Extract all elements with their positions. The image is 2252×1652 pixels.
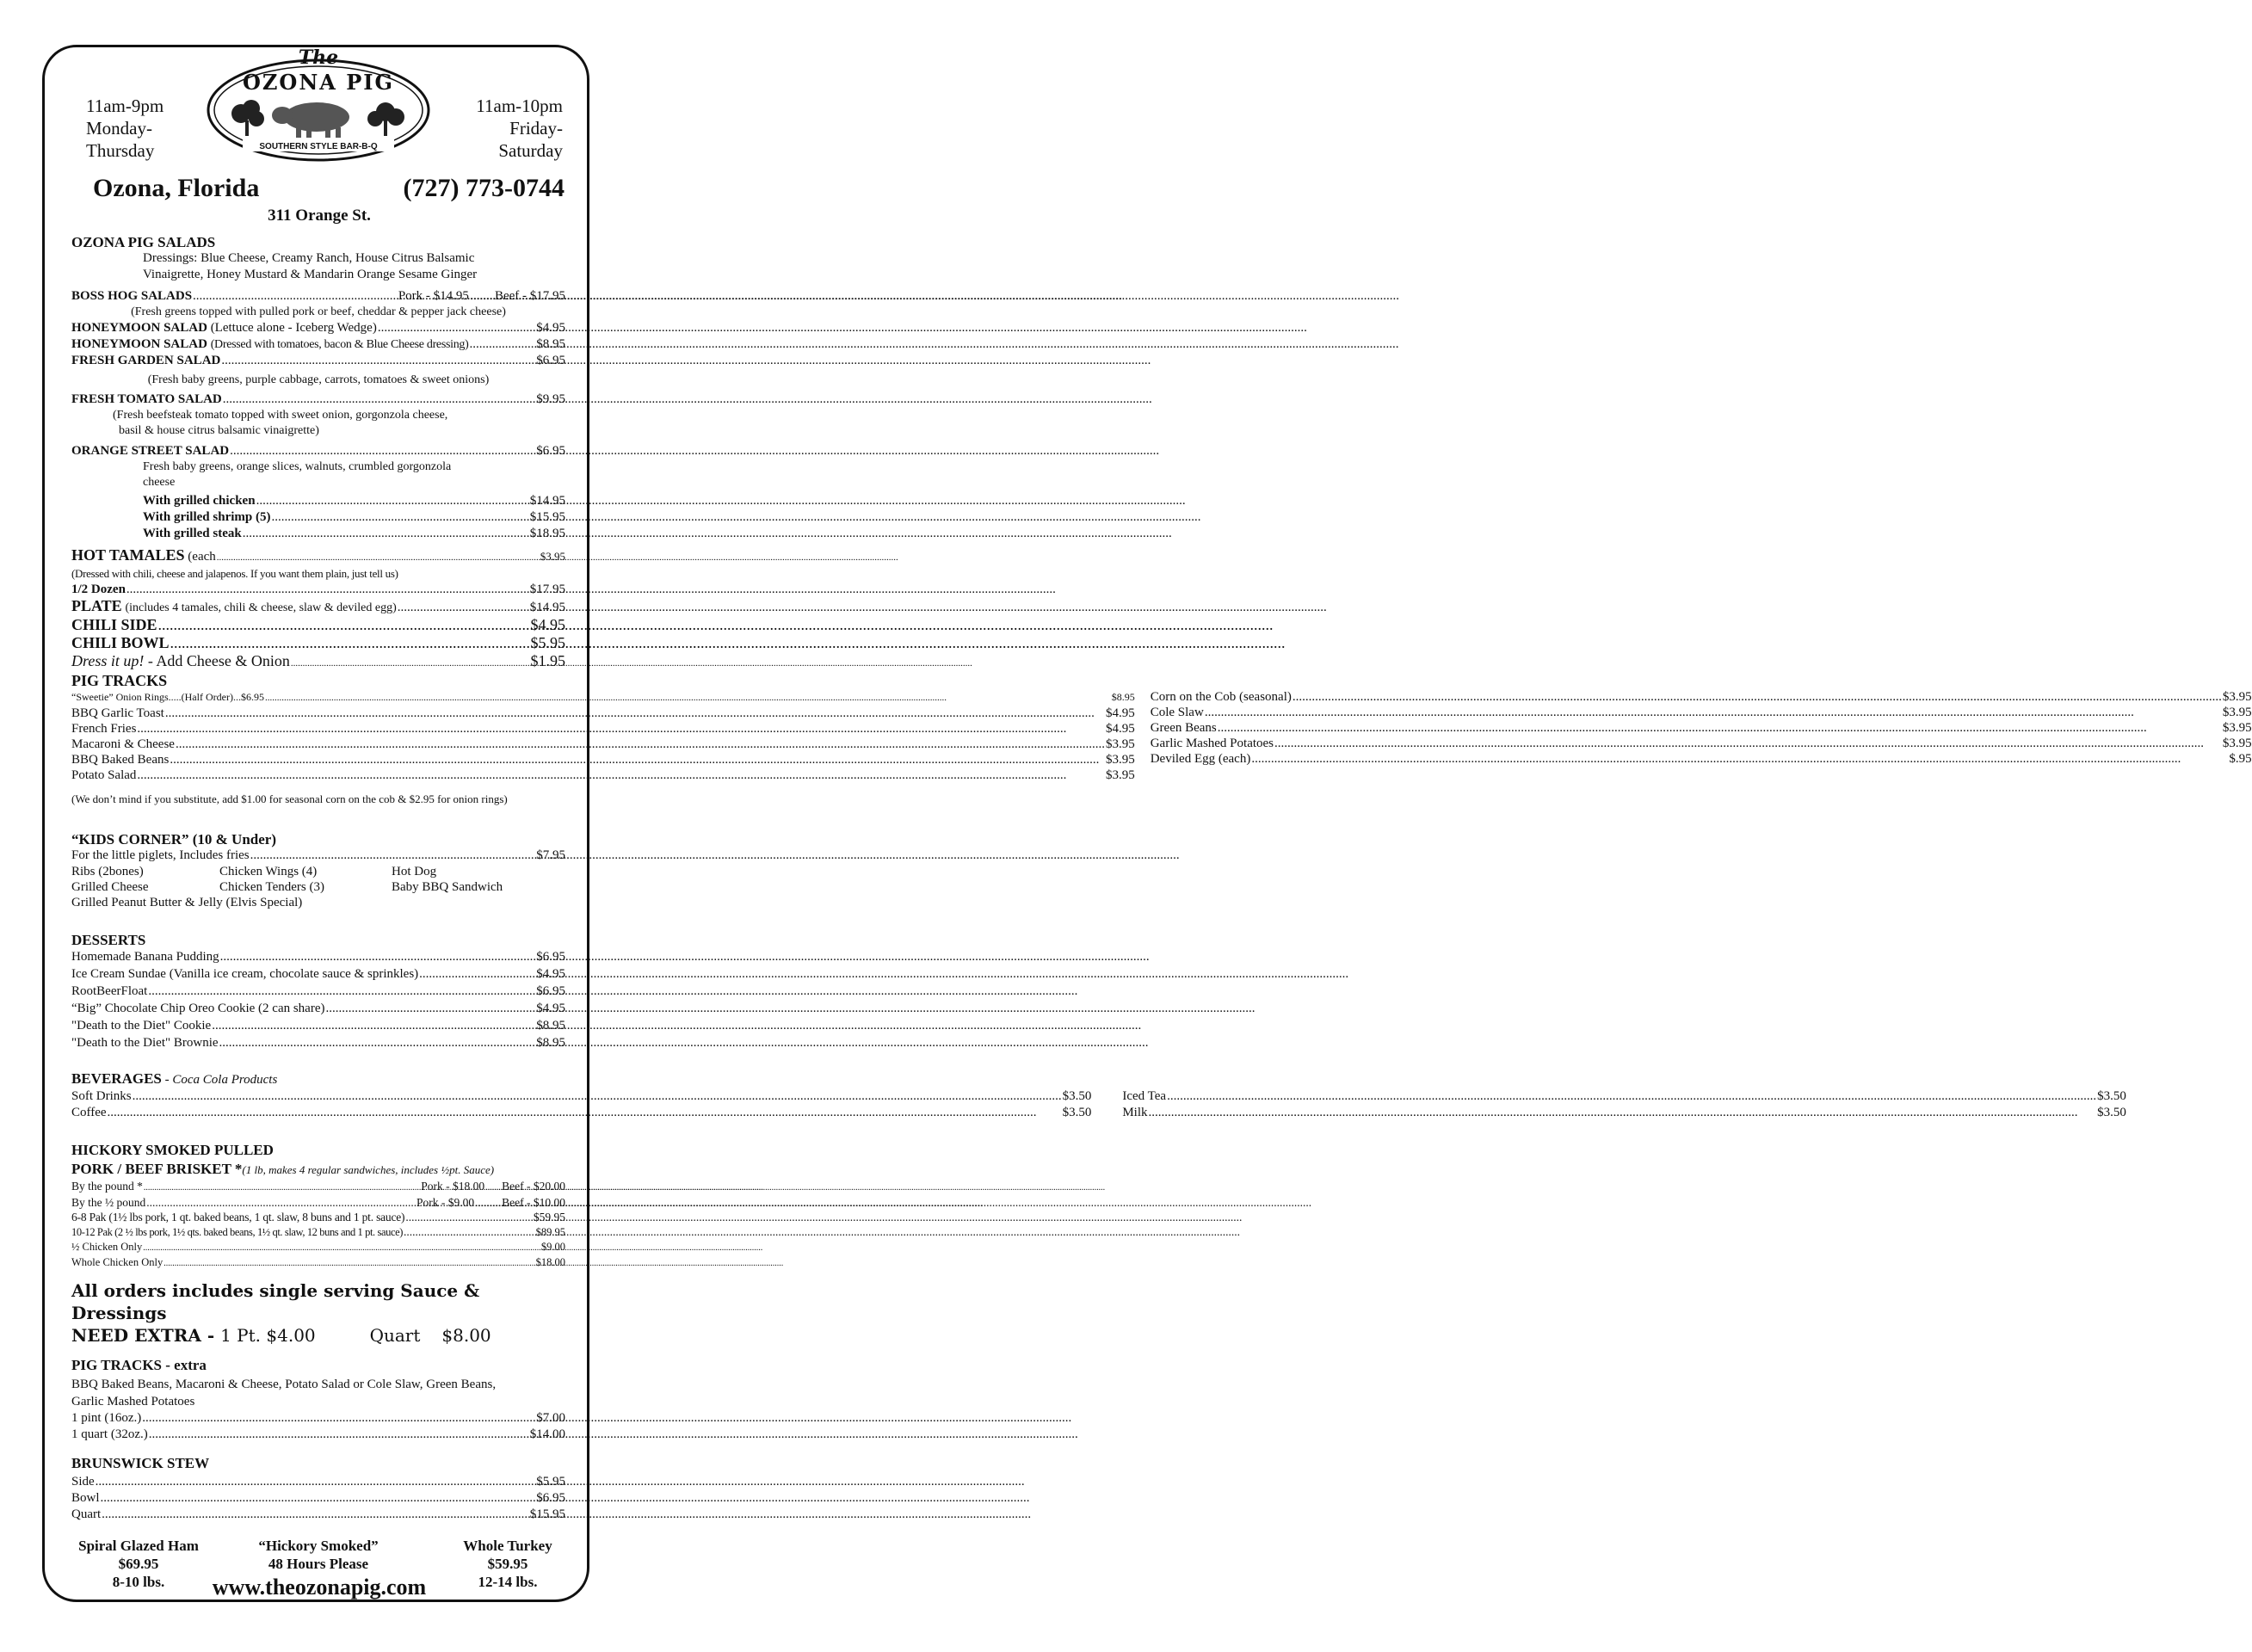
hours-weekday-from: Monday- (86, 118, 152, 139)
salad-dressings (71, 250, 565, 283)
dessert-price: $6.95 (536, 984, 565, 998)
smoked-item-whole-chicken (71, 1255, 565, 1271)
side-name: Deviled Egg (each) (1150, 752, 1251, 766)
item-description: (Dressed with tomatoes, bacon & Blue Cheese dressing) (210, 338, 469, 351)
section-title-tamales: HOT TAMALES (71, 546, 185, 564)
quart-label: Quart (369, 1325, 421, 1346)
beverage-name: Coffee (71, 1106, 107, 1119)
menu-item-honeymoon-dressed (71, 336, 565, 353)
side-price: $.95 (2229, 752, 2252, 766)
section-title-desserts: DESSERTS (71, 932, 146, 948)
item-name: Whole Chicken Only (71, 1256, 164, 1268)
stew-item (71, 1474, 565, 1490)
dessert-item (71, 1017, 565, 1034)
menu-item-dress-it-up (71, 652, 565, 673)
item-name: 6-8 Pak (1½ lbs pork, 1 qt. baked beans, 1 qt. slaw, 8 buns and 1 pt. sauce) (71, 1211, 405, 1224)
side-item (71, 752, 1135, 767)
addon-chicken (143, 493, 565, 509)
beverage-item (1122, 1088, 2126, 1105)
addon-name: With grilled shrimp (5) (143, 510, 271, 524)
dessert-item (71, 965, 565, 983)
side-name: BBQ Baked Beans (71, 753, 170, 767)
addon-shrimp (143, 509, 565, 526)
item-name: Quart (71, 1507, 102, 1521)
item-description: basil & house citrus balsamic vinaigrette) (119, 424, 319, 437)
item-price: $7.00 (536, 1411, 565, 1425)
menu-item-chili-bowl (71, 634, 565, 652)
hours-weekend (476, 95, 563, 162)
beverage-price: $3.50 (2097, 1089, 2126, 1103)
item-name: Side (71, 1475, 95, 1489)
menu-item-boss-hog (71, 288, 565, 305)
dessert-name: "Death to the Diet" Cookie (71, 1019, 212, 1032)
tracks-extra-item (71, 1410, 565, 1427)
side-item (71, 721, 1135, 737)
footer-smoked (232, 1537, 404, 1573)
item-name: 10-12 Pak (2 ½ lbs pork, 1½ qts. baked beans, 1½ qt. slaw, 12 buns and 1 pt. sauce) (71, 1226, 404, 1238)
hours-weekend-time: 11am-10pm (476, 96, 563, 116)
dessert-item (71, 948, 565, 965)
item-price: $18.00 (535, 1256, 565, 1268)
side-price: $3.95 (2222, 706, 2252, 719)
stew-item (71, 1507, 565, 1523)
item-price: $6.95 (536, 444, 565, 458)
kids-items (71, 864, 565, 895)
item-price: $59.95 (533, 1211, 565, 1224)
side-item (1151, 751, 2252, 767)
ham-price: $69.95 (118, 1556, 159, 1572)
dessert-item (71, 1000, 565, 1017)
beverage-columns (71, 1088, 2126, 1121)
tracks-extra-description: BBQ Baked Beans, Macaroni & Cheese, Potato Salad or Cole Slaw, Green Beans, (71, 1378, 497, 1391)
need-extra-label: NEED EXTRA - (71, 1325, 215, 1346)
side-name: BBQ Garlic Toast (71, 706, 164, 720)
item-price: $5.95 (530, 634, 565, 651)
hours-weekday (86, 95, 164, 162)
menu-item-tomato-salad (71, 391, 565, 408)
item-description: Fresh baby greens, orange slices, walnuts, crumbled gorgonzola (143, 460, 452, 473)
substitution-note: (We don’t mind if you substitute, add $1.00 for seasonal corn on the cob & $2.95 for onion rings) (71, 792, 508, 805)
hours-weekday-time: 11am-9pm (86, 96, 164, 116)
kids-item: Chicken Tenders (3) (219, 880, 324, 894)
hours-weekend-to: Saturday (498, 140, 563, 161)
need-extra-line (71, 1324, 565, 1347)
beverages-header (71, 1070, 565, 1088)
dessert-price: $6.95 (536, 950, 565, 964)
side-price: $4.95 (1105, 722, 1135, 736)
item-price: $9.95 (536, 392, 565, 406)
smoked-title: “Hickory Smoked” (258, 1538, 379, 1554)
item-name: Dress it up! (71, 652, 145, 669)
item-name: 1/2 Dozen (71, 583, 126, 596)
dressings-line: Dressings: Blue Cheese, Creamy Ranch, House Citrus Balsamic (143, 251, 475, 265)
item-name: FRESH GARDEN SALAD (71, 354, 221, 367)
item-name: 1 quart (32oz.) (71, 1427, 148, 1441)
menu-item-tamales-dozen (71, 582, 565, 598)
side-name: Corn on the Cob (seasonal) (1150, 690, 1292, 704)
side-price: $8.95 (1111, 691, 1135, 703)
item-description: (Lettuce alone - Iceberg Wedge) (210, 321, 377, 335)
side-price: $4.95 (1105, 706, 1135, 720)
addon-price: $14.95 (529, 494, 565, 508)
smoked-item-half-pound (71, 1195, 565, 1210)
side-item (1151, 720, 2252, 736)
item-description: (Fresh beefsteak tomato topped with sweet onion, gorgonzola cheese, (113, 409, 448, 422)
item-name: By the ½ pound (71, 1196, 146, 1209)
side-price: $3.95 (1105, 753, 1135, 767)
beverage-item (71, 1105, 1091, 1121)
tamales-description: (Dressed with chili, cheese and jalapenos. If you want them plain, just tell us) (71, 567, 398, 580)
item-price: $1.95 (530, 652, 565, 669)
side-item (71, 689, 1135, 706)
side-name: Potato Salad (71, 768, 137, 782)
hours-weekday-to: Thursday (86, 140, 155, 161)
section-title-beverages: BEVERAGES (71, 1070, 162, 1087)
city: Ozona, Florida (93, 174, 260, 202)
section-title-tracks-extra: PIG TRACKS - extra (71, 1357, 207, 1373)
item-price-pork: Pork - $18.00 (421, 1180, 485, 1193)
hours-weekend-from: Friday- (509, 118, 563, 139)
addon-name: With grilled chicken (143, 494, 256, 508)
item-price-beef: Beef - $10.00 (502, 1196, 565, 1209)
side-name: “Sweetie” Onion Rings.....(Half Order)...$6.95 (71, 691, 264, 703)
dessert-name: Ice Cream Sundae (Vanilla ice cream, chocolate sauce & sprinkles) (71, 967, 419, 981)
turkey-price: $59.95 (487, 1556, 528, 1572)
menu-item-chili-side (71, 616, 565, 634)
logo-name-text: OZONA PIG (242, 70, 395, 95)
addon-steak (143, 526, 565, 542)
kids-item: Chicken Wings (4) (219, 865, 318, 878)
menu-item-tamales-plate (71, 598, 565, 616)
quart-price: $8.00 (441, 1325, 491, 1346)
dressings-line: Vinaigrette, Honey Mustard & Mandarin Orange Sesame Ginger (143, 268, 478, 281)
beverage-item (71, 1088, 1091, 1105)
tracks-extra-item (71, 1427, 565, 1443)
side-name: Cole Slaw (1150, 706, 1204, 719)
smoked-subtitle-line (71, 1161, 565, 1179)
website-link[interactable]: www.theozonapig.com (212, 1575, 427, 1600)
turkey-title: Whole Turkey (463, 1538, 552, 1554)
street-address: 311 Orange St. (268, 206, 371, 225)
kids-intro-text: For the little piglets, Includes fries (71, 848, 250, 862)
menu-item-garden-salad (71, 353, 565, 369)
item-price-pork: Pork - $14.95 (398, 289, 469, 303)
item-description: (Fresh greens topped with pulled pork or beef, cheddar & pepper jack cheese) (131, 305, 506, 318)
logo-the-text: The (298, 46, 339, 69)
item-price: $89.95 (535, 1226, 565, 1238)
smoked-subtitle: PORK / BEEF BRISKET * (71, 1161, 243, 1177)
beverage-name: Soft Drinks (71, 1089, 132, 1103)
pig-tracks-left (71, 689, 1135, 783)
menu-item-hot-tamales (71, 547, 565, 566)
menu-item-honeymoon-wedge (71, 320, 565, 336)
dessert-price: $4.95 (536, 967, 565, 981)
smoked-item-10-12-pak (71, 1224, 565, 1240)
pig-tracks-right (1151, 689, 2252, 783)
dessert-name: Homemade Banana Pudding (71, 950, 219, 964)
section-title-pig-tracks: PIG TRACKS (71, 672, 168, 689)
side-item (1151, 736, 2252, 751)
side-price: $3.95 (1105, 737, 1135, 751)
addon-price: $15.95 (529, 510, 565, 524)
salad-addons (71, 493, 565, 542)
menu-item-orange-street-salad (71, 443, 565, 459)
side-item (1151, 705, 2252, 720)
addon-price: $18.95 (529, 527, 565, 540)
section-title-brunswick-stew: BRUNSWICK STEW (71, 1455, 210, 1471)
beverage-name: Milk (1122, 1106, 1148, 1119)
item-price: $15.95 (529, 1507, 565, 1521)
kids-item: Hot Dog (392, 865, 437, 878)
dessert-price: $8.95 (536, 1036, 565, 1050)
side-name: French Fries (71, 722, 137, 736)
dessert-item (71, 1034, 565, 1051)
item-name: PLATE (71, 597, 122, 614)
item-price-pork: Pork - $9.00 (416, 1196, 475, 1209)
kids-item: Grilled Cheese (71, 880, 149, 894)
kids-item: Ribs (2bones) (71, 865, 144, 878)
item-price: $17.95 (529, 583, 565, 596)
beverage-price: $3.50 (1062, 1106, 1092, 1119)
item-price: $4.95 (536, 321, 565, 335)
pint-price: 1 Pt. $4.00 (220, 1325, 316, 1346)
beverage-name: Iced Tea (1122, 1089, 1167, 1103)
dessert-name: RootBeerFloat (71, 984, 148, 998)
side-price: $3.95 (2222, 690, 2252, 704)
item-name: CHILI BOWL (71, 634, 170, 651)
addon-name: With grilled steak (143, 527, 242, 540)
item-price: $3.95 (540, 550, 565, 563)
kids-item: Grilled Peanut Butter & Jelly (Elvis Special) (71, 896, 303, 909)
smoked-notice: 48 Hours Please (268, 1556, 369, 1572)
smoked-item-6-8-pak (71, 1210, 565, 1224)
item-name: ½ Chicken Only (71, 1241, 143, 1253)
stew-item (71, 1490, 565, 1507)
kids-intro (71, 848, 565, 864)
dessert-name: "Death to the Diet" Brownie (71, 1036, 219, 1050)
beverage-price: $3.50 (1062, 1089, 1092, 1103)
item-description: cheese (143, 476, 176, 489)
menu-content (71, 232, 2252, 1523)
kids-item: Baby BBQ Sandwich (392, 880, 503, 894)
side-name: Green Beans (1150, 721, 1217, 735)
side-price: $3.95 (1105, 768, 1135, 782)
item-name: Bowl (71, 1491, 100, 1505)
side-price: $3.95 (2222, 721, 2252, 735)
smoked-subnote: (1 lb, makes 4 regular sandwiches, includes ½pt. Sauce) (242, 1163, 495, 1176)
item-price: $8.95 (536, 337, 565, 351)
pig-tracks-columns (71, 689, 2252, 783)
dessert-list (71, 948, 565, 1051)
ham-weight: 8-10 lbs. (112, 1574, 165, 1590)
item-price: $6.95 (536, 354, 565, 367)
item-price: $9.00 (540, 1241, 565, 1253)
section-title-salads: OZONA PIG SALADS (71, 234, 216, 250)
item-name: By the pound * (71, 1180, 143, 1193)
all-orders-note: All orders includes single serving Sauce & Dressings (71, 1280, 480, 1323)
side-item (1151, 689, 2252, 705)
dessert-price: $4.95 (536, 1002, 565, 1015)
section-title-kids: “KIDS CORNER” (10 & Under) (71, 831, 276, 848)
beverage-price: $3.50 (2097, 1106, 2126, 1119)
side-name: Macaroni & Cheese (71, 737, 175, 751)
turkey-weight: 12-14 lbs. (478, 1574, 538, 1590)
item-price-beef: Beef - $20.00 (502, 1180, 565, 1193)
dessert-price: $8.95 (536, 1019, 565, 1032)
kids-price: $7.95 (536, 848, 565, 862)
item-price: $5.95 (536, 1475, 565, 1489)
item-price: $6.95 (536, 1491, 565, 1505)
section-title-smoked: HICKORY SMOKED PULLED (71, 1142, 274, 1158)
item-name: ORANGE STREET SALAD (71, 444, 230, 458)
beverages-subtitle: - Coca Cola Products (164, 1073, 278, 1087)
side-item (71, 706, 1135, 721)
item-description: - Add Cheese & Onion (144, 652, 290, 669)
item-name: HONEYMOON SALAD (71, 321, 207, 335)
dessert-name: “Big” Chocolate Chip Oreo Cookie (2 can share) (71, 1002, 325, 1015)
item-name: HONEYMOON SALAD (71, 337, 207, 351)
side-price: $3.95 (2222, 737, 2252, 750)
item-description: (Fresh baby greens, purple cabbage, carrots, tomatoes & sweet onions) (147, 373, 490, 386)
smoked-item-half-chicken (71, 1240, 565, 1255)
phone-number[interactable]: (727) 773-0744 (403, 174, 565, 202)
logo-tagline: SOUTHERN STYLE BAR-B-Q (259, 142, 378, 151)
item-price: $14.95 (529, 601, 565, 614)
item-description: (includes 4 tamales, chili & cheese, slaw & deviled egg) (125, 601, 397, 614)
smoked-list (71, 1179, 565, 1271)
side-item (71, 767, 1135, 783)
item-name: CHILI SIDE (71, 616, 157, 633)
side-name: Garlic Mashed Potatoes (1150, 737, 1274, 750)
item-price: $14.00 (529, 1427, 565, 1441)
beverage-item (1122, 1105, 2126, 1121)
item-price-beef: Beef - $17.95 (494, 289, 565, 303)
ozona-pig-logo (205, 46, 432, 163)
item-price: $4.95 (530, 616, 565, 633)
ham-title: Spiral Glazed Ham (78, 1538, 199, 1554)
side-item (71, 737, 1135, 752)
dessert-item (71, 983, 565, 1000)
tracks-extra-description: Garlic Mashed Potatoes (71, 1395, 195, 1409)
item-name: FRESH TOMATO SALAD (71, 392, 222, 406)
item-name: BOSS HOG SALADS (71, 289, 193, 303)
item-description: (each (188, 550, 216, 564)
smoked-item-pound (71, 1179, 565, 1195)
item-name: 1 pint (16oz.) (71, 1411, 142, 1425)
